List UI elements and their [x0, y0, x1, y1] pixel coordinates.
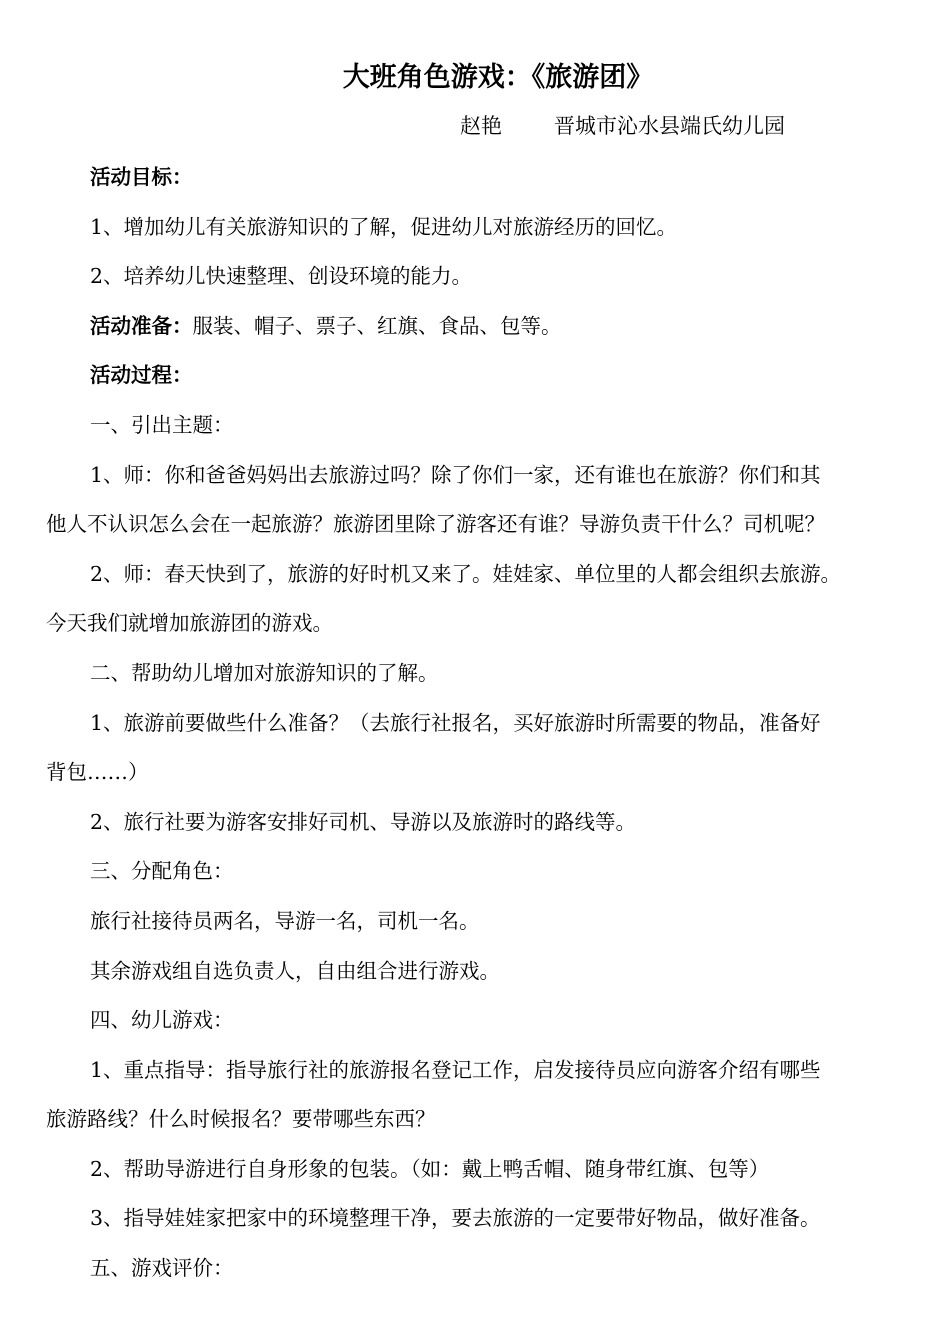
paragraph-line: 二、帮助幼儿增加对旅游知识的了解。: [90, 660, 439, 685]
paragraph-line: 2、培养幼儿快速整理、创设环境的能力。: [90, 264, 473, 289]
paragraph-line: 今天我们就增加旅游团的游戏。: [46, 611, 333, 636]
line-label: 活动目标：: [90, 165, 193, 189]
paragraph-line: 其余游戏组自选负责人，自由组合进行游戏。: [90, 958, 500, 983]
paragraph-line: 3、指导娃娃家把家中的环境整理干净，要去旅游的一定要带好物品，做好准备。: [90, 1206, 821, 1231]
paragraph-line: 2、师：春天快到了，旅游的好时机又来了。娃娃家、单位里的人都会组织去旅游。: [90, 561, 842, 586]
paragraph-line: 2、旅行社要为游客安排好司机、导游以及旅游时的路线等。: [90, 809, 637, 834]
paragraph-line: 旅行社接待员两名，导游一名，司机一名。: [90, 908, 480, 933]
school-name: 晋城市沁水县端氏幼儿园: [554, 114, 785, 138]
section-heading-process: [46, 351, 906, 401]
paragraph-line: 1、重点指导：指导旅行社的旅游报名登记工作，启发接待员应向游客介绍有哪些: [90, 1057, 821, 1082]
paragraph-line: 1、师：你和爸爸妈妈出去旅游过吗？除了你们一家，还有谁也在旅游？你们和其: [90, 462, 821, 487]
section-heading-goals: [46, 153, 906, 203]
line-text: 服装、帽子、票子、红旗、食品、包等。: [192, 313, 562, 338]
paragraph-line: 他人不认识怎么会在一起旅游？旅游团里除了游客还有谁？导游负责干什么？司机呢？: [46, 512, 825, 537]
document-title: 大班角色游戏：《旅游团》: [342, 62, 654, 93]
line-label: 活动过程：: [90, 363, 193, 388]
paragraph-line: 四、幼儿游戏：: [90, 1008, 234, 1033]
paragraph-line: 1、增加幼儿有关旅游知识的了解，促进幼儿对旅游经历的回忆。: [90, 214, 678, 239]
paragraph-line: 旅游路线？什么时候报名？要带哪些东西？: [46, 1107, 436, 1132]
paragraph-line: 一、引出主题：: [90, 412, 234, 437]
paragraph-line: 背包……）: [46, 760, 149, 785]
byline: [460, 110, 785, 142]
document-body: [46, 153, 906, 1294]
paragraph-line: 五、游戏评价：: [90, 1256, 234, 1281]
line-label: 活动准备：: [90, 313, 193, 338]
paragraph-line: 2、帮助导游进行自身形象的包装。（如：戴上鸭舌帽、随身带红旗、包等）: [90, 1156, 770, 1181]
paragraph-line: 三、分配角色：: [90, 859, 234, 884]
author-name: 赵艳: [460, 114, 502, 138]
paragraph-line: 1、旅游前要做些什么准备？（去旅行社报名，买好旅游时所需要的物品，准备好: [90, 710, 821, 735]
section-preparation: [46, 302, 906, 352]
